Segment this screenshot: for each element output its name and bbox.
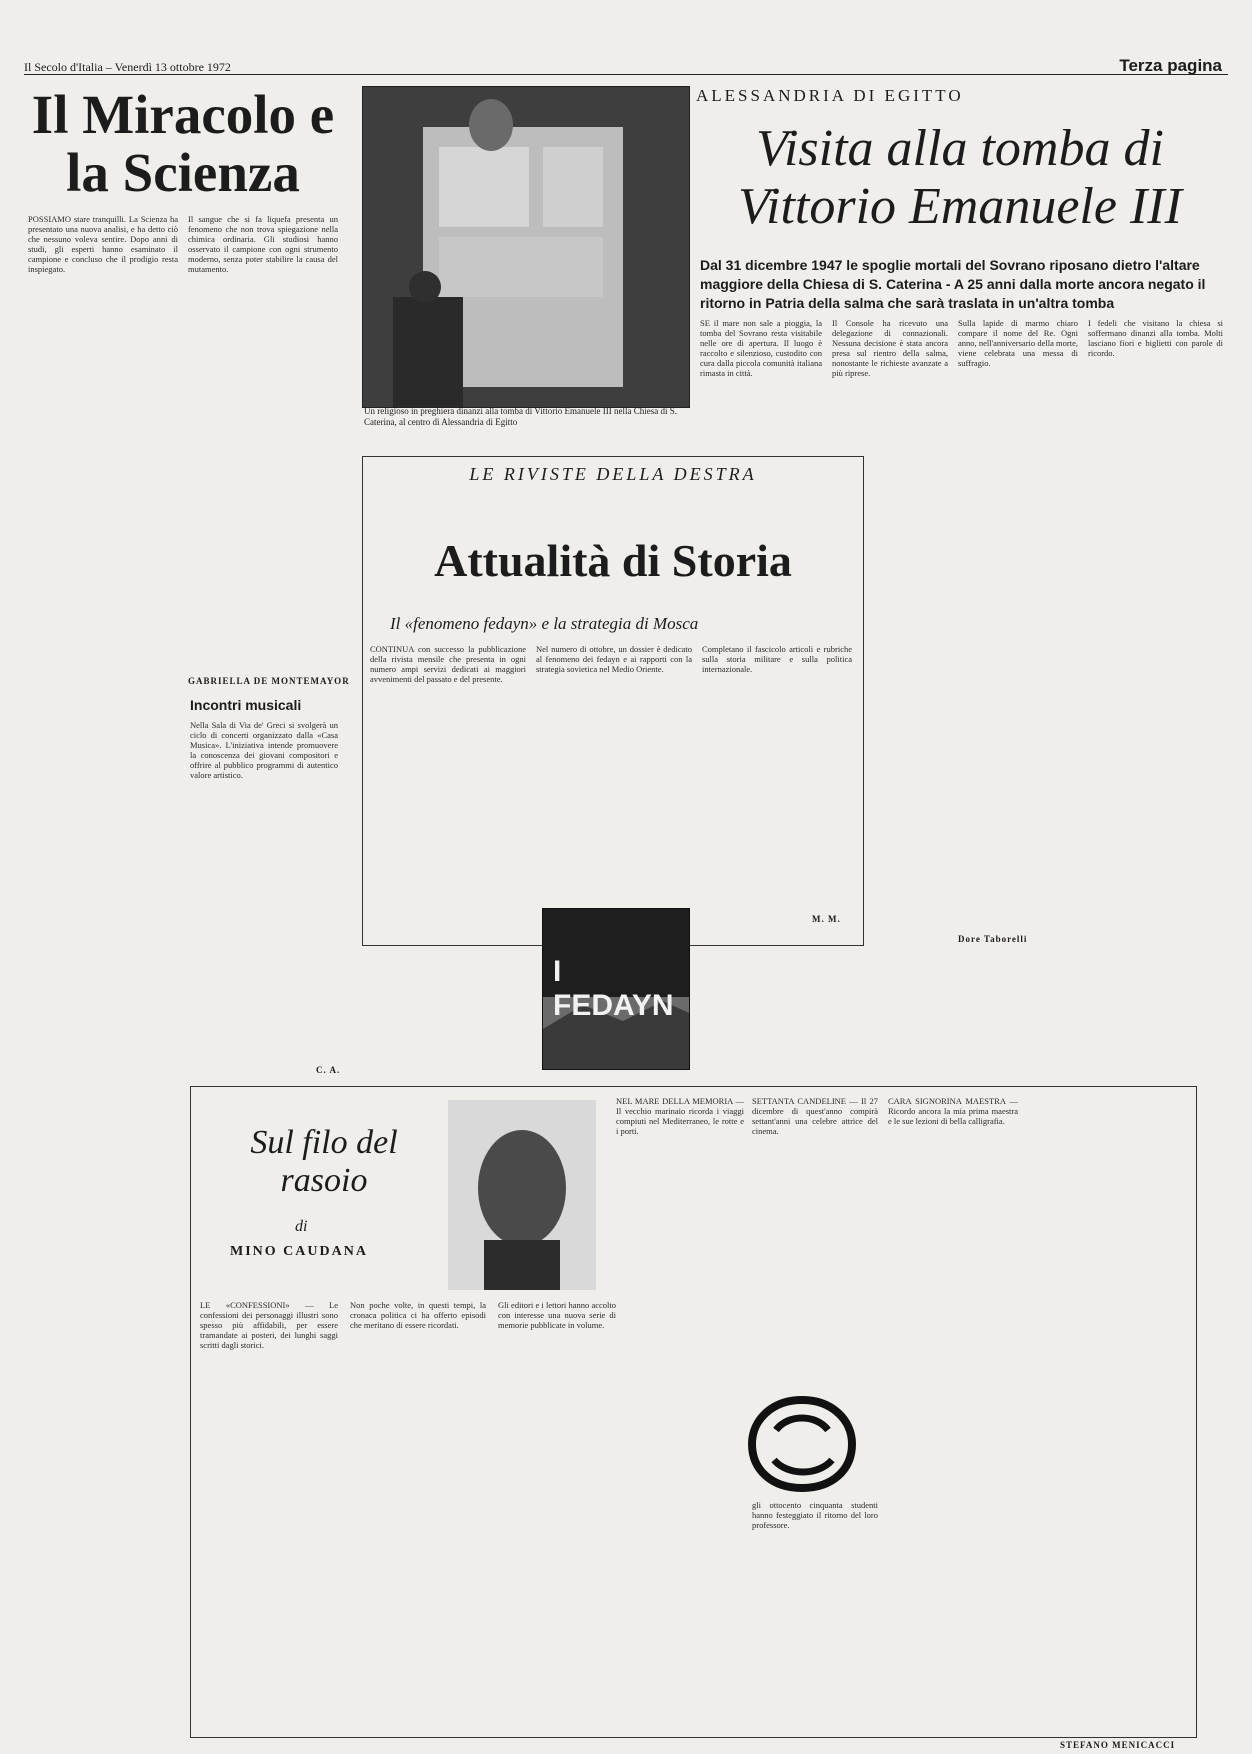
signature-riviste: M. M. — [812, 914, 841, 924]
article-tomba-col4: I fedeli che visitano la chiesa si soffermano dinanzi alla tomba. Molti lasciano fiori e biglietti con parole di ricordo. — [1088, 318, 1223, 358]
signature-miracolo: GABRIELLA DE MONTEMAYOR — [188, 676, 350, 686]
article-miracolo-col2: Il sangue che si fa liquefa presenta un fenomeno che non trova spiegazione nella chimica ordinaria. Gli studiosi hanno osservato il campione con ogni strumento moderno, senza poter stabilire la causa del mutamento. — [188, 214, 338, 274]
signature-incontri: C. A. — [316, 1065, 341, 1075]
headline-miracolo: Il Miracolo e la Scienza — [31, 84, 335, 203]
article-rasoio-col3: Gli editori e i lettori hanno accolto con interesse una nuova serie di memorie pubblicate in volume. — [498, 1300, 616, 1330]
kicker-egitto: ALESSANDRIA DI EGITTO — [696, 86, 964, 105]
section-label: Terza pagina — [1119, 56, 1222, 75]
byline-di: di — [295, 1218, 308, 1235]
article-riviste-col1: CONTINUA con successo la pubblicazione della rivista mensile che presenta in ogni numero ampi servizi dedicati ai maggiori avvenimenti del passato e del presente. — [370, 644, 526, 684]
deck-tomba: Dal 31 dicembre 1947 le spoglie mortali del Sovrano riposano dietro l'altare maggiore della Chiesa di S. Caterina - A 25 anni dalla morte ancora negato il ritorno in Patria della salma che sarà traslata in un'altra tomba — [700, 257, 1206, 311]
article-tomba-col1: SE il mare non sale a pioggia, la tomba del Sovrano resta visitabile nelle ore di apertura. Il luogo è raccolto e silenzioso, custodito con cura dalla piccola comunità italiana rimasta in città. — [700, 318, 822, 378]
article-rasoio-col2: Non poche volte, in questi tempi, la cronaca politica ci ha offerto episodi che meritano di essere ricordati. — [350, 1300, 486, 1330]
headline-storia: Attualità di Storia — [434, 535, 792, 586]
decorative-logo-icon — [744, 1390, 860, 1496]
book-cover-fedayn — [542, 908, 690, 1070]
photo-author — [448, 1100, 596, 1290]
article-tomba-col3: Sulla lapide di marmo chiaro compare il nome del Re. Ogni anno, nell'anniversario della morte, viene celebrata una messa di suffragio. — [958, 318, 1078, 368]
article-tomba-col2: Il Console ha ricevuto una delegazione di connazionali. Nessuna decisione è stata ancora presa sul rientro della salma, nonostante le richieste avanzate a più riprese. — [832, 318, 948, 378]
headline-tomba: Visita alla tomba di Vittorio Emanuele III — [738, 120, 1182, 235]
headline-incontri: Incontri musicali — [190, 697, 302, 713]
article-rasoio-col6: gli ottocento cinquanta studenti hanno festeggiato il ritorno del loro professore. — [752, 1500, 878, 1530]
article-riviste-col3: Completano il fascicolo articoli e rubriche sulla storia militare e sulla politica internazionale. — [702, 644, 852, 674]
article-rasoio-col1: LE «CONFESSIONI» — Le confessioni dei personaggi illustri sono spesso più affidabili, per essere tramandate ai posteri, dei lunghi saggi scritti dagli storici. — [200, 1300, 338, 1350]
article-rasoio-col4: NEL MARE DELLA MEMORIA — Il vecchio marinaio ricorda i viaggi compiuti nel Mediterraneo, le rotte e i porti. — [616, 1096, 744, 1136]
article-riviste-col2: Nel numero di ottobre, un dossier è dedicato al fenomeno dei fedayn e ai rapporti con la strategia sovietica nel Medio Oriente. — [536, 644, 692, 674]
subtitle-storia: Il «fenomeno fedayn» e la strategia di Mosca — [390, 614, 699, 633]
masthead-left: Il Secolo d'Italia – Venerdì 13 ottobre 1972 — [24, 60, 231, 74]
photo-tomb — [362, 86, 690, 408]
signature-tomba: Dore Taborelli — [958, 934, 1028, 944]
article-miracolo-col1: POSSIAMO stare tranquilli. La Scienza ha presentato una nuova analisi, e ha detto ciò che nessuno voleva sentire. Dopo anni di studi, gli esperti hanno esaminato il campione e concluso che il prodigio resta inspiegato. — [28, 214, 178, 274]
kicker-riviste: LE RIVISTE DELLA DESTRA — [469, 464, 757, 484]
article-rasoio-col5: SETTANTA CANDELINE — Il 27 dicembre di quest'anno compirà settant'anni una celebre attrice del cinema. — [752, 1096, 878, 1136]
article-incontri: Nella Sala di Via de' Greci si svolgerà un ciclo di concerti organizzato dalla «Casa Musica». L'iniziativa intende promuovere la conoscenza dei giovani compositori e offrire al pubblico programmi di autentico valore artistico. — [190, 720, 338, 780]
signature-rasoio: STEFANO MENICACCI — [1060, 1740, 1176, 1750]
byline-author: MINO CAUDANA — [230, 1244, 368, 1259]
masthead-rule — [24, 74, 1228, 75]
caption-tomb: Un religioso in preghiera dinanzi alla tomba di Vittorio Emanuele III nella Chiesa di S. Caterina, al centro di Alessandria di Egitto — [364, 406, 677, 427]
article-rasoio-col7: CARA SIGNORINA MAESTRA — Ricordo ancora la mia prima maestra e le sue lezioni di bella calligrafia. — [888, 1096, 1018, 1126]
book-cover-title: I FEDAYN — [553, 955, 674, 1022]
headline-rasoio: Sul filo del rasoio — [250, 1124, 398, 1199]
